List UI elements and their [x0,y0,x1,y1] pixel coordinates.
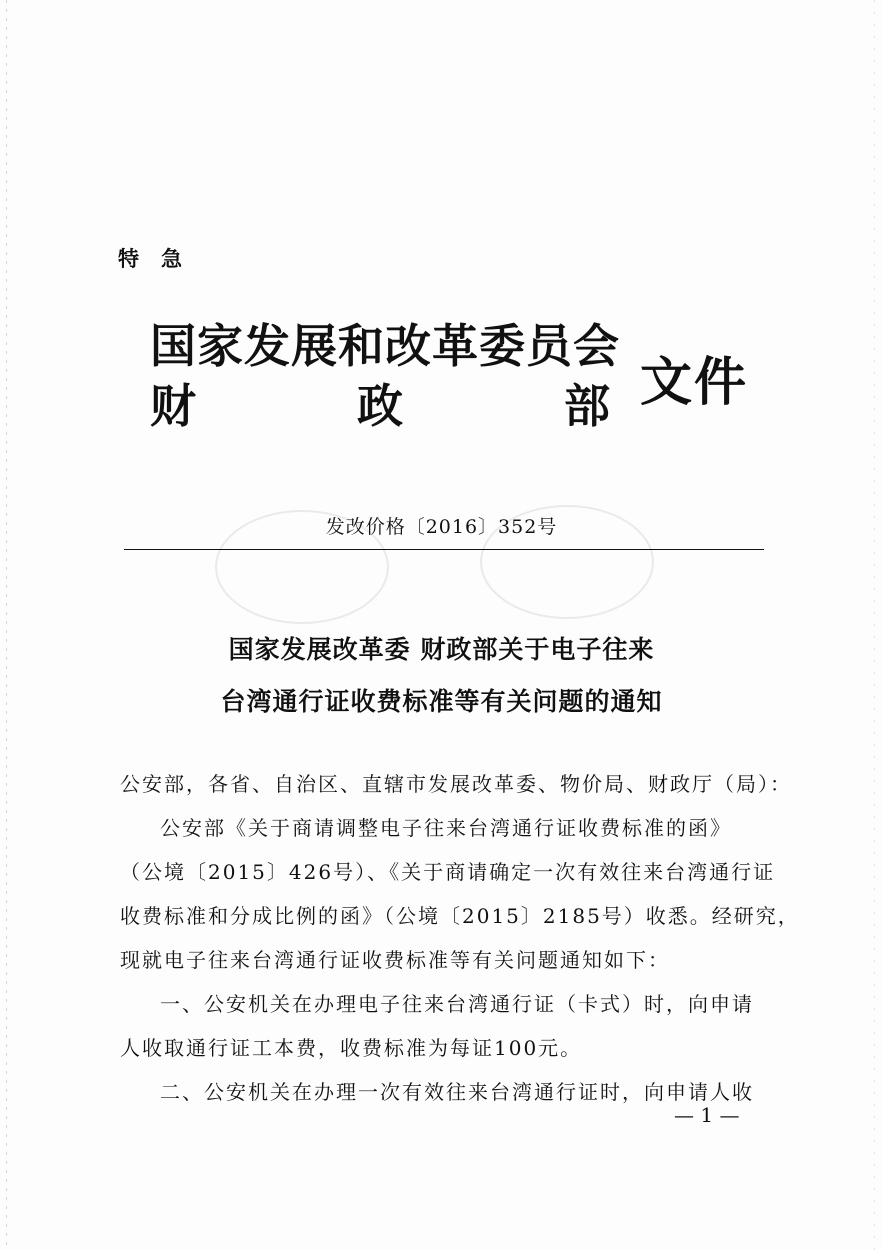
issuer-mof-char: 政 [357,379,403,433]
scan-edge-left [6,0,7,1250]
body-paragraph-line: 收费标准和分成比例的函》（公境〔2015〕2185号）收悉。经研究， [120,904,800,928]
body-item-line: 人收取通行证工本费，收费标准为每证100元。 [120,1036,583,1060]
header-divider [124,549,764,550]
page-number: — 1 — [674,1103,740,1127]
issuer-ndrc: 国家发展和改革委员会 [150,319,620,373]
recipients-line: 公安部，各省、自治区、直辖市发展改革委、物价局、财政厅（局）： [120,772,792,796]
notice-title-line-1: 国家发展改革委 财政部关于电子往来 [228,635,655,664]
body-paragraph-line: 现就电子往来台湾通行证收费标准等有关问题通知如下： [120,948,670,972]
body-item-line: 一、公安机关在办理电子往来台湾通行证（卡式）时，向申请 [160,992,754,1016]
body-item-line: 二、公安机关在办理一次有效往来台湾通行证时，向申请人收 [160,1080,754,1104]
issuer-mof [150,370,610,436]
issuer-mof-char: 部 [564,379,610,433]
notice-title-line-2: 台湾通行证收费标准等有关问题的通知 [220,687,663,716]
issuer-mof-char: 财 [150,379,196,433]
document-number: 发改价格〔2016〕352号 [325,516,558,538]
body-paragraph-line: （公境〔2015〕426号）、《关于商请确定一次有效往来台湾通行证 [120,860,776,884]
document-type-label: 文件 [640,352,749,413]
scan-edge-right [874,0,875,1250]
body-paragraph-line: 公安部《关于商请调整电子往来台湾通行证收费标准的函》 [160,816,732,840]
urgency-label: 特急 [118,247,204,271]
